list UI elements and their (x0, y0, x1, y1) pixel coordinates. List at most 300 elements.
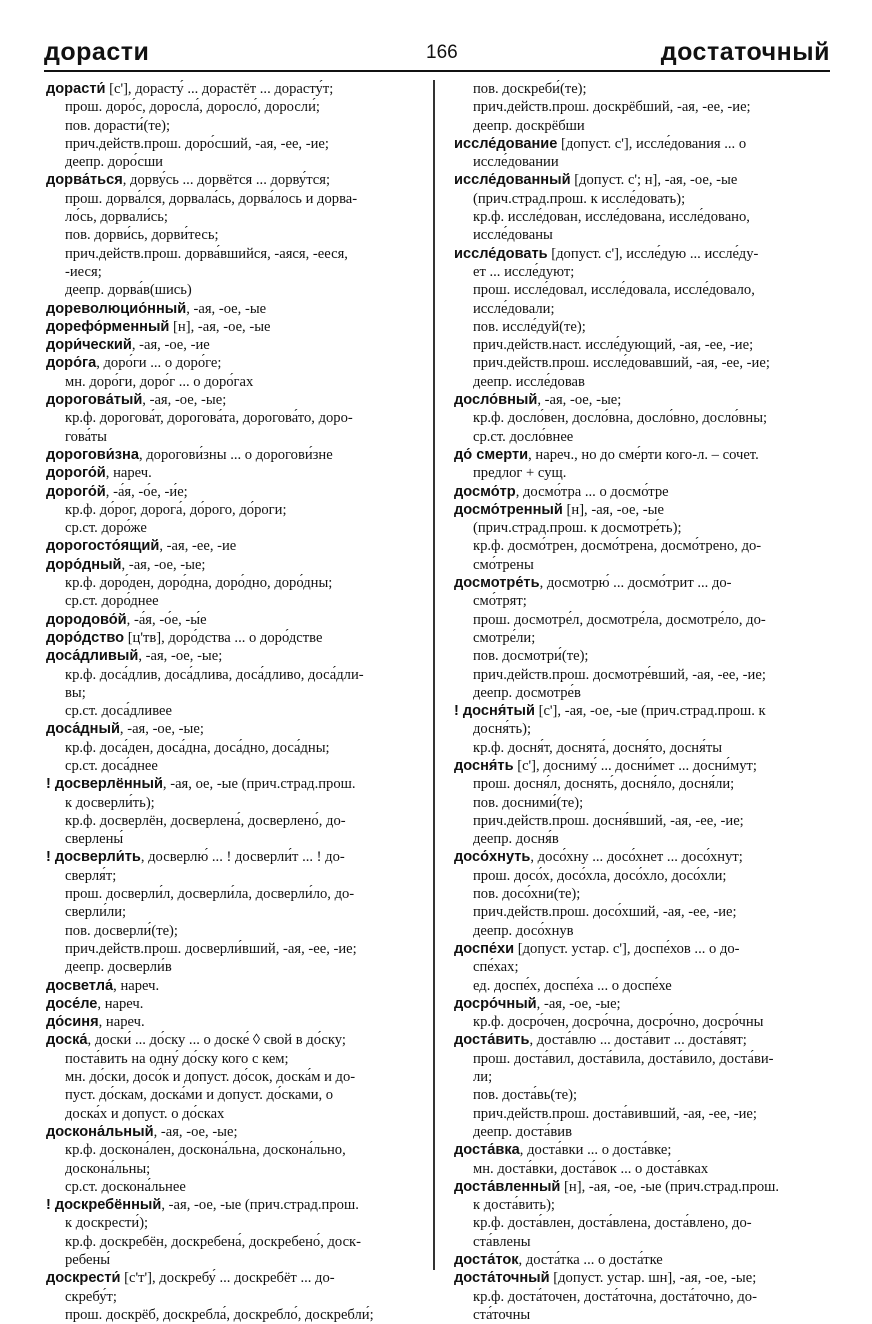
column-divider (433, 80, 435, 1270)
entry-text: , нареч. (105, 465, 152, 482)
entry-text: , доро́ги ... о доро́ге; (96, 355, 222, 372)
entry-text: прош. досверли́л, досверли́ла, досверли́ло, до- (65, 886, 355, 903)
entry-text: ста́точны (473, 1306, 531, 1323)
entry-continuation-line (454, 922, 826, 940)
entry-text: [допуст. с'], иссле́дую ... иссле́ду- (547, 245, 759, 262)
entry-text: пов. доста́вь(те); (473, 1087, 578, 1104)
entry-text: доскона́льны; (65, 1160, 151, 1177)
entry-text: иссле́дованы (473, 227, 553, 244)
entry-continuation-line (454, 464, 826, 482)
entry-continuation-line (454, 1288, 826, 1306)
right-column (454, 80, 826, 1324)
entry-text: кр.ф. до́рог, дорога́, до́рого, до́роги; (65, 501, 287, 518)
entry-continuation-line (46, 666, 418, 684)
headword: ! досня́тый (454, 703, 535, 720)
entry-text: пов. досо́хни(те); (473, 886, 581, 903)
entry-continuation-line (46, 281, 418, 299)
entry-continuation-line (454, 1068, 826, 1086)
entry-text: прич.действ.прош. дорва́вшийся, -аяся, -ееся, (65, 245, 348, 262)
entry-continuation-line (46, 1086, 418, 1104)
entry-continuation-line (46, 1214, 418, 1232)
entry-line (454, 848, 826, 866)
entry-text: , дорву́сь ... дорвётся ... дорву́тся; (122, 172, 331, 189)
headword: дорого́й (46, 465, 106, 482)
headword: иссле́дованный (454, 172, 571, 189)
entry-text: прич.действ.прош. доскрёбший, -ая, -ее, -ие; (473, 99, 751, 116)
entry-continuation-line (46, 574, 418, 592)
entry-continuation-line (454, 537, 826, 555)
entry-continuation-line (454, 794, 826, 812)
entry-continuation-line (46, 373, 418, 391)
entry-line (454, 135, 826, 153)
entry-text: , доста́влю ... доста́вит ... доста́вят; (529, 1032, 747, 1049)
entry-line (454, 1269, 826, 1287)
entry-text: досня́ть); (473, 721, 532, 738)
entry-text: ет ... иссле́дуют; (473, 263, 575, 280)
entry-text: [допуст. устар. шн], -ая, -ое, -ые; (549, 1270, 757, 1287)
entry-continuation-line (454, 1306, 826, 1324)
entry-text: деепр. иссле́довав (473, 373, 585, 390)
entry-line (46, 629, 418, 647)
entry-line (454, 501, 826, 519)
entry-text: кр.ф. доста́точен, доста́точна, доста́точно, до- (473, 1288, 757, 1305)
entry-continuation-line (46, 867, 418, 885)
entry-continuation-line (46, 702, 418, 720)
entry-continuation-line (46, 684, 418, 702)
entry-text: деепр. доскрёбши (473, 117, 585, 134)
entry-text: , -ая, -ое, -ие (131, 337, 210, 354)
left-column (46, 80, 418, 1324)
entry-line (46, 446, 418, 464)
headword: дорогосто́ящий (46, 538, 160, 555)
entry-continuation-line (46, 1105, 418, 1123)
entry-text: пов. иссле́дуй(те); (473, 318, 586, 335)
entry-text: ед. доспе́х, доспе́ха ... о доспе́хе (473, 977, 672, 994)
entry-text: , -ая, -ое, -ые (186, 300, 267, 317)
entry-line (454, 757, 826, 775)
entry-line (46, 775, 418, 793)
entry-continuation-line (454, 739, 826, 757)
entry-continuation-line (454, 830, 826, 848)
entry-text: ср.ст. доро́же (65, 520, 147, 537)
entry-continuation-line (454, 1196, 826, 1214)
entry-text: ср.ст. доса́дливее (65, 703, 172, 720)
entry-continuation-line (46, 245, 418, 263)
left-running-headword: дорасти (44, 38, 150, 66)
entry-text: прич.действ.прош. доро́сший, -ая, -ее, -ие; (65, 135, 329, 152)
entry-line (46, 647, 418, 665)
entry-text: деепр. дорва́в(шись) (65, 282, 192, 299)
entry-continuation-line (454, 208, 826, 226)
entry-continuation-line (454, 190, 826, 208)
entry-text: [с'], -ая, -ое, -ые (прич.страд.прош. к (534, 703, 766, 720)
entry-text: , досверлю́ ... ! досверли́т ... ! до- (140, 849, 345, 866)
entry-continuation-line (46, 208, 418, 226)
entry-line (46, 611, 418, 629)
entry-text: , -а́я, -о́е, -ы́е (126, 611, 207, 628)
entry-text: ли; (473, 1069, 493, 1086)
headword: иссле́дование (454, 135, 558, 152)
entry-text: к досверли́ть); (65, 794, 155, 811)
entry-text: , -ая, -ое, -ые (прич.страд.прош. (161, 1197, 359, 1214)
entry-continuation-line (454, 903, 826, 921)
entry-text: деепр. доста́вив (473, 1123, 572, 1140)
entry-continuation-line (46, 263, 418, 281)
headword: досло́вный (454, 392, 538, 409)
entry-line (46, 171, 418, 189)
entry-continuation-line (46, 1306, 418, 1324)
entry-text: , -ая, -ое, -ые; (121, 556, 206, 573)
entry-text: кр.ф. доста́влен, доста́влена, доста́влено, до- (473, 1215, 752, 1232)
entry-continuation-line (454, 354, 826, 372)
entry-continuation-line (454, 611, 826, 629)
headword: доса́дливый (46, 648, 139, 665)
entry-text: пов. доскреби́(те); (473, 81, 587, 97)
entry-text: гова́ты (65, 428, 107, 445)
entry-text: ср.ст. доса́днее (65, 757, 158, 774)
entry-continuation-line (454, 720, 826, 738)
entry-text: [допуст. с'], иссле́дования ... о (557, 135, 747, 152)
entry-continuation-line (454, 226, 826, 244)
entry-text: прош. доста́вил, доста́вила, доста́вило, доста́ви- (473, 1050, 774, 1067)
entry-continuation-line (46, 739, 418, 757)
entry-continuation-line (46, 922, 418, 940)
entry-text: деепр. досверли́в (65, 959, 172, 976)
headword: доста́вка (454, 1142, 520, 1159)
entry-continuation-line (454, 373, 826, 391)
headword: доро́дный (46, 556, 122, 573)
entry-continuation-line (454, 1086, 826, 1104)
entry-text: кр.ф. доскона́лен, доскона́льна, доскона́льно, (65, 1142, 346, 1159)
entry-text: -иеся; (65, 263, 102, 280)
entry-line (46, 848, 418, 866)
headword: дорогови́зна (46, 446, 139, 463)
entry-text: прич.действ.прош. досмотре́вший, -ая, -ее, -ие; (473, 666, 766, 683)
headword: доста́точный (454, 1270, 550, 1287)
entry-text: мн. до́ски, досо́к и допуст. до́сок, доска́м и до- (65, 1069, 356, 1086)
entry-continuation-line (46, 135, 418, 153)
headword: дори́ческий (46, 337, 132, 354)
entry-text: прич.действ.прош. доста́вивший, -ая, -ее, -ие; (473, 1105, 757, 1122)
headword: дорефо́рменный (46, 318, 170, 335)
entry-text: кр.ф. досло́вен, досло́вна, досло́вно, досло́вны; (473, 410, 768, 427)
entry-text: предлог + сущ. (473, 465, 567, 482)
entry-text: прич.действ.прош. иссле́довавший, -ая, -ее, -ие; (473, 355, 770, 372)
entry-text: кр.ф. доса́длив, доса́длива, доса́дливо, доса́дли- (65, 666, 364, 683)
entry-text: пов. дорасти́(те); (65, 117, 171, 134)
headword: досро́чный (454, 995, 537, 1012)
page-header (44, 38, 830, 68)
entry-line (46, 1013, 418, 1031)
entry-text: [н], -ая, -ое, -ые (169, 318, 271, 335)
headword: досмотре́ть (454, 575, 540, 592)
entry-text: скребу́т; (65, 1288, 117, 1305)
headword: дорогова́тый (46, 392, 143, 409)
entry-continuation-line (46, 592, 418, 610)
entry-text: прич.действ.прош. досверли́вший, -ая, -ее, -ие; (65, 940, 357, 957)
headword: ! досверлённый (46, 776, 163, 793)
entry-line (46, 336, 418, 354)
headword: дорого́й (46, 483, 106, 500)
entry-continuation-line (454, 592, 826, 610)
headword: доста́вить (454, 1032, 530, 1049)
entry-continuation-line (454, 263, 826, 281)
entry-text: , -ая, ое, -ые (прич.страд.прош. (162, 776, 356, 793)
entry-continuation-line (46, 409, 418, 427)
entry-continuation-line (454, 336, 826, 354)
entry-line (454, 1251, 826, 1269)
entry-continuation-line (46, 226, 418, 244)
entry-text: , нареч., но до сме́рти кого-л. – сочет. (528, 446, 759, 463)
headword: доста́вленный (454, 1178, 561, 1195)
entry-text: кр.ф. иссле́дован, иссле́дована, иссле́довано, (473, 209, 750, 226)
entry-text: мн. доро́ги, доро́г ... о доро́гах (65, 373, 254, 390)
entry-continuation-line (454, 1050, 826, 1068)
entry-text: смо́трены (473, 556, 534, 573)
entry-continuation-line (454, 867, 826, 885)
entry-text: , -ая, -ое, -ые; (119, 721, 204, 738)
entry-line (46, 1196, 418, 1214)
entry-text: смо́трят; (473, 593, 527, 610)
entry-text: прош. дорва́лся, дорвала́сь, дорва́лось и дорва- (65, 190, 358, 207)
entry-continuation-line (46, 519, 418, 537)
entry-continuation-line (454, 428, 826, 446)
headword: доро́га (46, 355, 97, 372)
entry-text: , дорогови́зны ... о дорогови́зне (138, 446, 333, 463)
entry-text: , досмо́тра ... о досмо́тре (515, 483, 669, 500)
entry-text: иссле́довании (473, 154, 559, 171)
headword: иссле́довать (454, 245, 548, 262)
entry-text: поста́вить на одну́ до́ску кого с кем; (65, 1050, 289, 1067)
headword: досе́ле (46, 995, 98, 1012)
entry-text: прош. досмотре́л, досмотре́ла, досмотре́ло, до- (473, 611, 766, 628)
headword: доса́дный (46, 721, 120, 738)
entry-line (454, 702, 826, 720)
entry-text: сверли́ли; (65, 904, 127, 921)
entry-line (454, 391, 826, 409)
entry-continuation-line (454, 80, 826, 98)
entry-continuation-line (454, 281, 826, 299)
entry-line (46, 1123, 418, 1141)
entry-continuation-line (46, 794, 418, 812)
entry-line (454, 940, 826, 958)
entry-text: , досо́хну ... досо́хнет ... досо́хнут; (530, 849, 743, 866)
entry-line (46, 1031, 418, 1049)
entry-text: [с'], дорасту́ ... дорастёт ... дорасту́т; (105, 81, 334, 97)
entry-line (454, 446, 826, 464)
headword: досветла́ (46, 977, 114, 994)
entry-continuation-line (454, 1105, 826, 1123)
entry-continuation-line (46, 428, 418, 446)
headword: досня́ть (454, 757, 514, 774)
entry-text: , нареч. (113, 977, 160, 994)
entry-text: , доста́вки ... о доста́вке; (519, 1142, 672, 1159)
entry-line (46, 1269, 418, 1287)
entry-continuation-line (46, 1288, 418, 1306)
entry-text: , -а́я, -о́е, -и́е; (105, 483, 188, 500)
headword: досо́хнуть (454, 849, 531, 866)
entry-continuation-line (46, 940, 418, 958)
entry-continuation-line (454, 519, 826, 537)
entry-continuation-line (46, 757, 418, 775)
entry-text: [н], -ая, -ое, -ые (562, 501, 664, 518)
entry-continuation-line (454, 1233, 826, 1251)
entry-text: прош. досо́х, досо́хла, досо́хло, досо́хли; (473, 867, 727, 884)
entry-continuation-line (454, 958, 826, 976)
headword: доста́ток (454, 1252, 519, 1268)
entry-continuation-line (454, 409, 826, 427)
entry-text: [с'т'], доскребу́ ... доскребёт ... до- (120, 1270, 335, 1287)
entry-continuation-line (454, 775, 826, 793)
entry-continuation-line (454, 1013, 826, 1031)
entry-text: мн. доста́вки, доста́вок ... о доста́вках (473, 1160, 709, 1177)
entry-text: прич.действ.наст. иссле́дующий, -ая, -ее, -ие; (473, 337, 754, 354)
entry-continuation-line (454, 98, 826, 116)
entry-continuation-line (454, 1160, 826, 1178)
entry-text: деепр. доро́сши (65, 154, 163, 171)
entry-line (46, 720, 418, 738)
headword: доскрести́ (46, 1270, 121, 1287)
entry-text: , -ая, -ое, -ые; (153, 1123, 238, 1140)
entry-continuation-line (46, 1160, 418, 1178)
entry-line (454, 574, 826, 592)
entry-continuation-line (46, 1233, 418, 1251)
entry-text: доска́х и допуст. о до́сках (65, 1105, 225, 1122)
headword: до́ смерти (454, 446, 529, 463)
entry-text: прич.действ.прош. досо́хший, -ая, -ее, -ие; (473, 904, 737, 921)
entry-text: смотре́ли; (473, 629, 536, 646)
entry-line (46, 977, 418, 995)
entry-continuation-line (454, 1214, 826, 1232)
entry-line (46, 556, 418, 574)
entry-continuation-line (46, 1068, 418, 1086)
entry-text: деепр. досо́хнув (473, 922, 574, 939)
entry-text: [допуст. с'; н], -ая, -ое, -ые (570, 172, 738, 189)
entry-line (46, 391, 418, 409)
headword: доспе́хи (454, 940, 515, 957)
headword: доска́ (46, 1032, 88, 1049)
headword: доро́дство (46, 629, 125, 646)
entry-text: , нареч. (98, 1014, 145, 1031)
entry-text: кр.ф. досня́т, доснята́, досня́то, досня́ты (473, 739, 722, 756)
entry-continuation-line (454, 629, 826, 647)
entry-line (46, 464, 418, 482)
entry-continuation-line (454, 684, 826, 702)
entry-continuation-line (46, 117, 418, 135)
entry-continuation-line (46, 501, 418, 519)
entry-continuation-line (454, 647, 826, 665)
entry-text: пов. досверли́(те); (65, 922, 178, 939)
entry-continuation-line (46, 98, 418, 116)
entry-text: , -ая, -ое, -ые; (138, 648, 223, 665)
entry-continuation-line (46, 885, 418, 903)
headword: дорасти́ (46, 81, 106, 97)
entry-text: сверля́т; (65, 867, 117, 884)
entry-text: кр.ф. доро́ден, доро́дна, доро́дно, доро́дны; (65, 575, 333, 592)
entry-continuation-line (46, 830, 418, 848)
entry-continuation-line (46, 958, 418, 976)
entry-text: кр.ф. досмо́трен, досмо́трена, досмо́трено, до- (473, 538, 762, 555)
entry-text: ср.ст. доро́днее (65, 593, 159, 610)
entry-text: деепр. досмотре́в (473, 684, 581, 701)
entry-text: ло́сь, дорвали́сь; (65, 209, 168, 226)
entry-continuation-line (454, 812, 826, 830)
headword: ! досверли́ть (46, 849, 141, 866)
entry-text: , -ая, -ое, -ые; (536, 995, 621, 1012)
entry-text: ребены́ (65, 1252, 111, 1268)
entry-text: [н], -ая, -ое, -ые (прич.страд.прош. (560, 1178, 780, 1195)
entry-continuation-line (454, 117, 826, 135)
headword: дорва́ться (46, 172, 123, 189)
headword: досмо́тр (454, 483, 516, 500)
page-number: 166 (426, 42, 458, 63)
entry-text: прош. доро́с, доросла́, доросло́, доросли́; (65, 99, 320, 116)
entry-text: [допуст. устар. с'], доспе́хов ... о до- (514, 940, 740, 957)
header-rule (44, 70, 830, 72)
entry-text: прич.действ.прош. досня́вший, -ая, -ее, -ие; (473, 812, 744, 829)
entry-text: вы; (65, 684, 86, 701)
entry-line (454, 995, 826, 1013)
entry-text: (прич.страд.прош. к досмотре́ть); (473, 520, 682, 537)
entry-text: [ц'тв], доро́дства ... о доро́дстве (124, 629, 323, 646)
entry-line (454, 171, 826, 189)
entry-continuation-line (454, 153, 826, 171)
entry-text: [с'], досниму́ ... досни́мет ... досни́мут; (513, 757, 757, 774)
headword: дородово́й (46, 611, 127, 628)
entry-text: , -ая, -ее, -ие (159, 538, 237, 555)
headword: доскона́льный (46, 1123, 154, 1140)
entry-text: кр.ф. дорогова́т, дорогова́та, дорогова́то, доро- (65, 410, 353, 427)
entry-text: иссле́довали; (473, 300, 555, 317)
entry-text: ср.ст. доскона́льнее (65, 1178, 186, 1195)
entry-text: к доскрести́); (65, 1215, 149, 1232)
entry-text: прош. доскрёб, доскребла́, доскребло́, доскребли́; (65, 1306, 374, 1323)
entry-text: прош. досня́л, доснять́, досня́ло, досня́ли; (473, 776, 735, 793)
entry-text: кр.ф. доса́ден, доса́дна, доса́дно, доса́дны; (65, 739, 330, 756)
headword: досмо́тренный (454, 501, 563, 518)
entry-line (46, 537, 418, 555)
entry-text: пов. дорви́сь, дорви́тесь; (65, 227, 219, 244)
entry-text: , -ая, -ое, -ые; (537, 392, 622, 409)
entry-text: кр.ф. доскребён, доскребена́, доскребено́, доск- (65, 1233, 362, 1250)
entry-continuation-line (454, 1123, 826, 1141)
entry-text: ср.ст. досло́внее (473, 428, 574, 445)
entry-continuation-line (46, 903, 418, 921)
entry-line (46, 300, 418, 318)
entry-text: кр.ф. досро́чен, досро́чна, досро́чно, досро́чны (473, 1014, 764, 1031)
entry-text: ста́влены (473, 1233, 531, 1250)
entry-continuation-line (46, 1050, 418, 1068)
entry-text: пуст. до́скам, доска́ми и допуст. до́сками, о (65, 1087, 334, 1104)
headword: дореволюцио́нный (46, 300, 187, 317)
entry-continuation-line (46, 1141, 418, 1159)
entry-text: пов. досмотри́(те); (473, 648, 589, 665)
entry-text: деепр. досня́в (473, 831, 559, 848)
entry-continuation-line (454, 977, 826, 995)
entry-text: к доста́вить); (473, 1197, 555, 1214)
entry-continuation-line (46, 812, 418, 830)
entry-line (454, 1178, 826, 1196)
entry-text: , досмотрю́ ... досмо́трит ... до- (539, 575, 732, 592)
entry-line (454, 245, 826, 263)
entry-continuation-line (454, 885, 826, 903)
entry-text: , -ая, -ое, -ые; (142, 392, 227, 409)
entry-text: сверлены́ (65, 831, 124, 848)
entry-continuation-line (46, 153, 418, 171)
entry-text: , нареч. (97, 995, 144, 1012)
headword: до́синя (46, 1014, 99, 1031)
entry-text: кр.ф. досверлён, досверлена́, досверлено́, до- (65, 812, 346, 829)
